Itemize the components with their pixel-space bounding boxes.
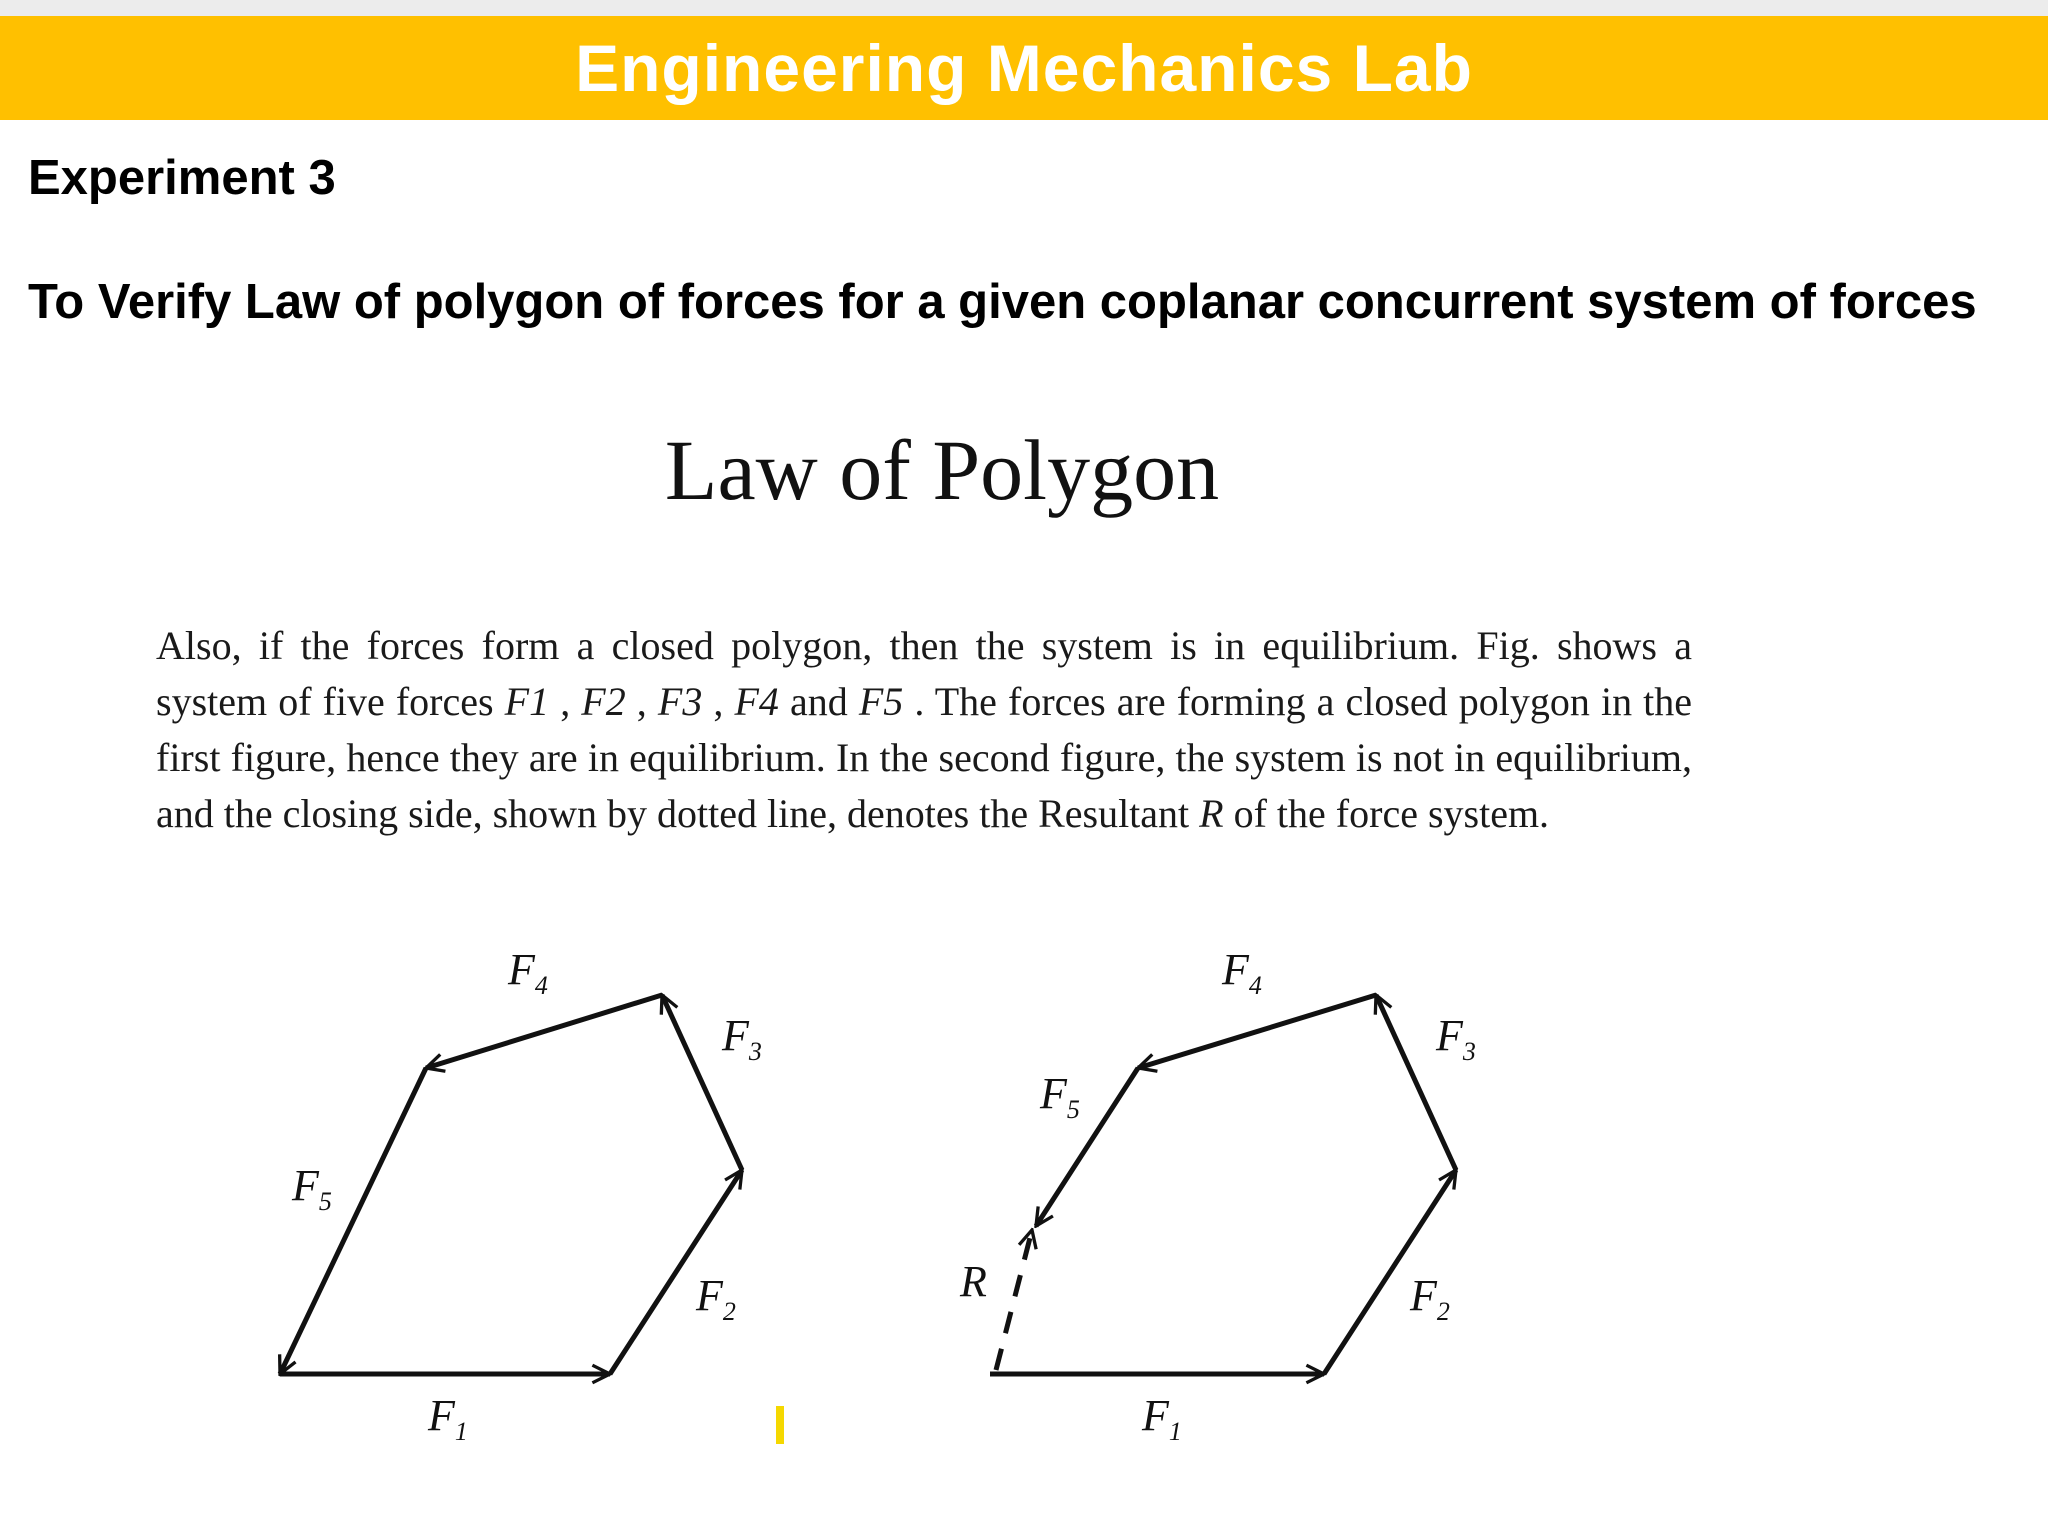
label-f3: $F_3$ [722, 1011, 762, 1066]
force-polygon-figures [0, 900, 2048, 1460]
paragraph-text: Also, if the forces form a closed polygon, then the system is in equilibrium. Fig. shows a system of five forces [156, 623, 1692, 724]
cursor-marker [776, 1406, 784, 1444]
paragraph-text: . The forces are forming a closed polygon in the first figure, hence they are in equilibrium. In the second figure, the system is not in equilibrium, and the closing side, shown by dotted line, denotes the Resultant [156, 679, 1693, 836]
slide-title-text: Law of Polygon [664, 422, 1220, 518]
explanation-paragraph [156, 618, 1692, 842]
label-f1: $F_1$ [428, 1391, 468, 1446]
open-polygon-figure [959, 945, 1476, 1446]
label-f1: $F_1$ [1142, 1391, 1182, 1446]
label-f5: $F_5$ [1040, 1069, 1080, 1124]
paragraph-text: , [702, 679, 735, 724]
label-r: R [960, 1257, 987, 1306]
resultant-symbol: R [1199, 791, 1224, 836]
label-f4: $F_4$ [508, 945, 548, 1000]
paragraph-text: , [549, 679, 582, 724]
label-f4: $F_4$ [1222, 945, 1262, 1000]
force-symbol: F2 [581, 679, 626, 724]
page-title: Engineering Mechanics Lab [575, 31, 1473, 105]
experiment-aim: To Verify Law of polygon of forces for a given coplanar concurrent system of forces [28, 275, 1977, 329]
force-symbol: F5 [858, 679, 904, 724]
label-f3: $F_3$ [1436, 1011, 1476, 1066]
force-f4-arrow [1138, 995, 1376, 1068]
paragraph-text: of the force system. [1223, 791, 1550, 836]
header-banner [0, 16, 2048, 120]
resultant-r-dashed [996, 1230, 1032, 1370]
force-f5-arrow [280, 1068, 426, 1374]
force-symbol: F4 [734, 679, 779, 724]
paragraph-text: , [625, 679, 658, 724]
top-rule [0, 0, 2048, 16]
label-f2: $F_2$ [1410, 1271, 1450, 1326]
force-f4-arrow [426, 995, 662, 1068]
experiment-number: Experiment 3 [28, 151, 336, 205]
slide-title [0, 420, 2048, 520]
force-symbol: F1 [504, 679, 550, 724]
label-f5: $F_5$ [292, 1161, 332, 1216]
label-f2: $F_2$ [696, 1271, 736, 1326]
closed-polygon-figure [280, 945, 784, 1446]
paragraph-text: and [778, 679, 859, 724]
force-symbol: F3 [657, 679, 703, 724]
